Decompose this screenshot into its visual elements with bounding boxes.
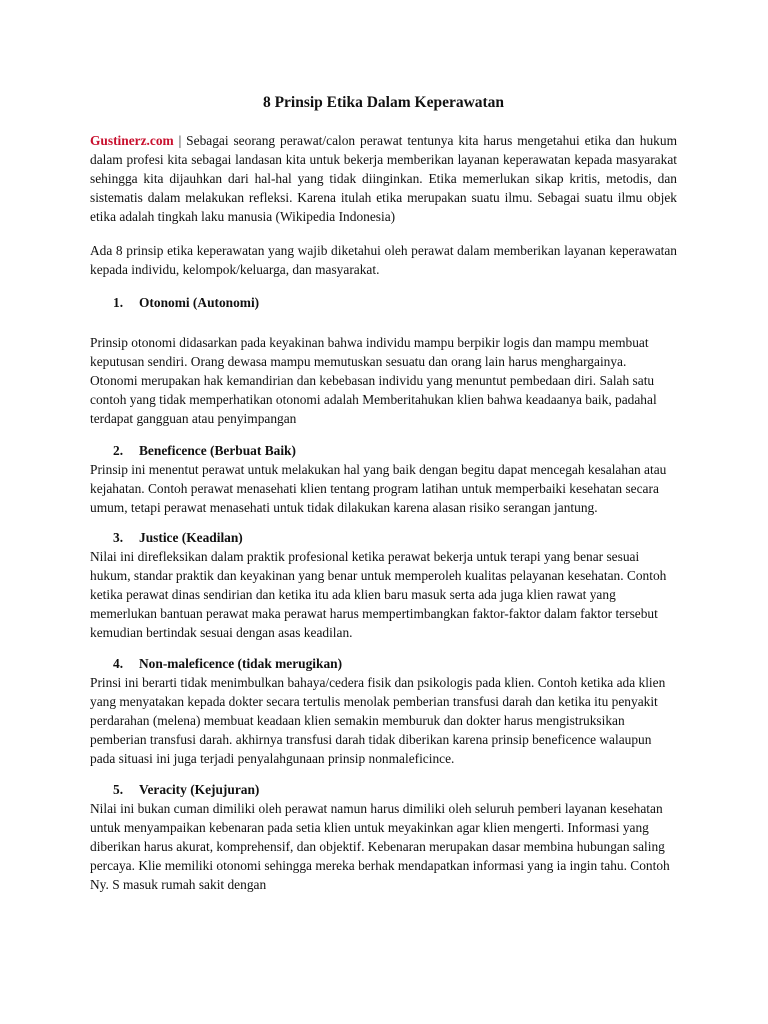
section-heading-beneficence [90, 441, 677, 460]
section-body-beneficence: Prinsip ini menentut perawat untuk melakukan hal yang baik dengan begitu dapat mencegah kesalahan atau kejahatan. Contoh perawat menasehati klien tentang program latihan untuk memperbaiki kesehatan secara umum, tetapi perawat menasehati untuk tidak dilakukan karena alasan risiko serangan jantung. [90, 462, 667, 515]
section-title: Non-maleficence (tidak merugikan) [139, 656, 343, 671]
section-number: 4. [113, 656, 124, 671]
section-title: Justice (Keadilan) [139, 530, 243, 545]
section-heading-veracity [90, 780, 677, 799]
section-number: 1. [113, 295, 124, 310]
section-body-justice: Nilai ini direfleksikan dalam praktik profesional ketika perawat bekerja untuk terapi yang benar sesuai hukum, standar praktik dan keyakinan yang benar untuk memperoleh kualitas pelayanan kesehatan. Contoh ketika perawat dinas sendirian dan ketika itu ada klien baru masuk serta ada juga klien rawat yang memerlukan bantuan perawat maka perawat harus mempertimbangkan faktor-faktor dalam faktor tersebut kemudian bertindak sesuai dengan asas keadilan. [90, 549, 667, 640]
section-number: 2. [113, 443, 124, 458]
section-body-non-maleficence: Prinsi ini berarti tidak menimbulkan bahaya/cedera fisik dan psikologis pada klien. Contoh ketika ada klien yang menyatakan kepada dokter secara tertulis menolak pemberian transfusi darah dan ketika itu penyakit perdarahan (melena) membuat keadaan klien semakin memburuk dan dokter harus mengistruksikan pemberian transfusi darah. akhirnya transfusi darah tidak diberikan karena prinsip beneficence walaupun pada situasi ini juga terjadi penyalahgunaan prinsip nonmaleficince. [90, 675, 666, 766]
intro-text: | Sebagai seorang perawat/calon perawat tentunya kita harus mengetahui etika dan hukum dalam profesi kita sebagai landasan kita untuk bekerja memberikan layanan keperawatan kepada masyarakat sehingga kita dijauhkan dari hal-hal yang tidak diinginkan. Etika memerlukan sikap kritis, metodis, dan sistematis dalam melakukan refleksi. Karena itulah etika merupakan suatu ilmu. Sebagai suatu ilmu objek etika adalah tingkah laku manusia (Wikipedia Indonesia) [90, 133, 677, 224]
section-number: 5. [113, 782, 124, 797]
lead-paragraph: Ada 8 prinsip etika keperawatan yang wajib diketahui oleh perawat dalam memberikan layanan keperawatan kepada individu, kelompok/keluarga, dan masyarakat. [90, 243, 677, 277]
source-brand: Gustinerz.com [90, 133, 174, 148]
section-title: Veracity (Kejujuran) [139, 782, 260, 797]
section-heading-non-maleficence [90, 654, 677, 673]
intro-paragraph [90, 131, 677, 226]
section-body-otonomi: Prinsip otonomi didasarkan pada keyakinan bahwa individu mampu berpikir logis dan mampu membuat keputusan sendiri. Orang dewasa mampu memutuskan sesuatu dan orang lain harus menghargainya. Otonomi merupakan hak kemandirian dan kebebasan individu yang menuntut pembedaan diri. Salah satu contoh yang tidak memperhatikan otonomi adalah Memberitahukan klien bahwa keadaanya baik, padahal terdapat gangguan atau penyimpangan [90, 335, 657, 426]
section-body-veracity: Nilai ini bukan cuman dimiliki oleh perawat namun harus dimiliki oleh seluruh pemberi layanan kesehatan untuk menyampaikan kebenaran pada setia klien untuk meyakinkan agar klien mengerti. Informasi yang diberikan harus akurat, komprehensif, dan objektif. Kebenaran merupakan dasar membina hubungan saling percaya. Klie memiliki otonomi sehingga mereka berhak mendapatkan informasi yang ia ingin tahu. Contoh Ny. S masuk rumah sakit dengan [90, 801, 670, 892]
page-title: 8 Prinsip Etika Dalam Keperawatan [262, 94, 505, 111]
section-title: Beneficence (Berbuat Baik) [139, 443, 296, 458]
document-page [90, 93, 677, 894]
section-heading-otonomi [90, 293, 677, 312]
section-number: 3. [113, 530, 124, 545]
section-heading-justice [90, 528, 677, 547]
section-title: Otonomi (Autonomi) [139, 295, 260, 310]
